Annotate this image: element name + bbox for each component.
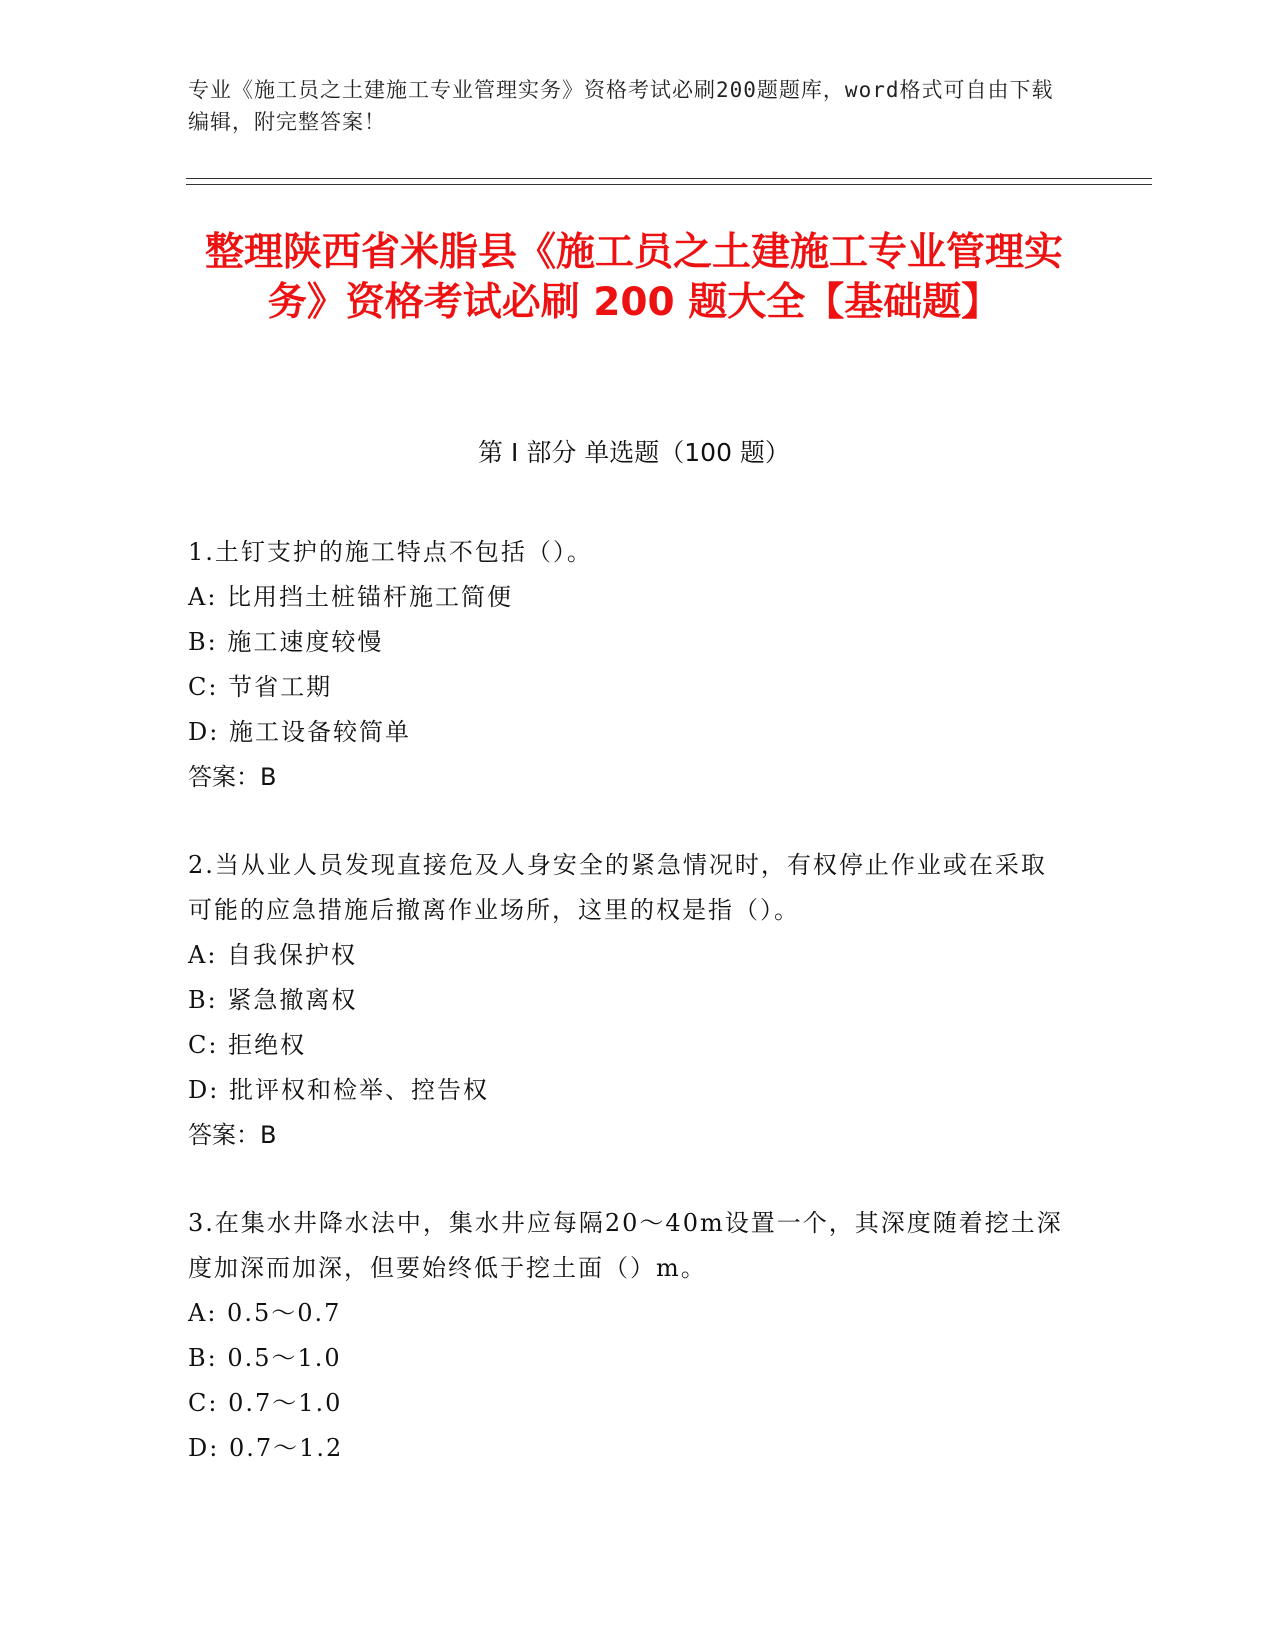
answer: 答案：B xyxy=(188,763,277,791)
header-note: 专业《施工员之土建施工专业管理实务》资格考试必刷200题题库，word格式可自由下载编辑，附完整答案！ xyxy=(188,78,1054,134)
option-d: D: 批评权和检举、控告权 xyxy=(188,1076,489,1104)
question-stem: 2.当从业人员发现直接危及人身安全的紧急情况时，有权停止作业或在采取可能的应急措施后撤离作业场所，这里的权是指（）。 xyxy=(188,851,1047,924)
option-d: D: 0.7～1.2 xyxy=(188,1434,344,1462)
option-a: A: 自我保护权 xyxy=(188,941,358,969)
header-rule-top xyxy=(186,178,1152,179)
question-1 xyxy=(188,530,1068,800)
option-d: D: 施工设备较简单 xyxy=(188,718,411,746)
answer: 答案：B xyxy=(188,1121,277,1149)
option-c: C: 节省工期 xyxy=(188,673,333,701)
question-2 xyxy=(188,843,1068,1158)
option-b: B: 施工速度较慢 xyxy=(188,628,384,656)
option-b: B: 紧急撤离权 xyxy=(188,986,358,1014)
option-a: A: 比用挡土桩锚杆施工简便 xyxy=(188,583,514,611)
option-a: A: 0.5～0.7 xyxy=(188,1299,342,1327)
question-3 xyxy=(188,1201,1068,1471)
question-stem: 1.土钉支护的施工特点不包括（）。 xyxy=(188,538,593,566)
option-c: C: 拒绝权 xyxy=(188,1031,307,1059)
question-list xyxy=(188,530,1068,1514)
header-rule-bottom xyxy=(186,184,1152,185)
document-title: 整理陕西省米脂县《施工员之土建施工专业管理实务》资格考试必刷 200 题大全【基础题】 xyxy=(204,230,1063,325)
option-c: C: 0.7～1.0 xyxy=(188,1389,343,1417)
option-b: B: 0.5～1.0 xyxy=(188,1344,342,1372)
question-stem: 3.在集水井降水法中，集水井应每隔20～40m设置一个，其深度随着挖土深度加深而加深，但要始终低于挖土面（）m。 xyxy=(188,1209,1063,1282)
section-title: 第 I 部分 单选题（100 题） xyxy=(478,438,790,467)
